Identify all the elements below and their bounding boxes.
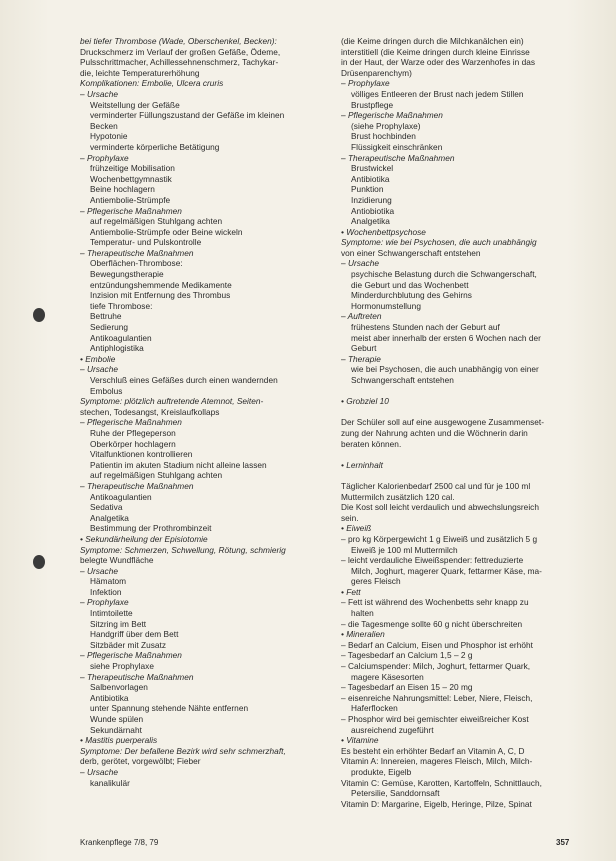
text-line: produkte, Eigelb: [351, 766, 412, 777]
text-line: – Pflegerische Maßnahmen: [80, 650, 182, 661]
text-line: – leicht verdauliche Eiweißspender: fettreduzierte: [341, 555, 524, 566]
text-line: Petersilie, Sanddornsaft: [351, 788, 440, 799]
text-line: Bewegungstherapie: [90, 269, 164, 280]
text-line: – Prophylaxe: [80, 152, 129, 163]
text-line: Geburt: [351, 343, 377, 354]
text-line: Flüssigkeit einschränken: [351, 141, 443, 152]
text-line: Punktion: [351, 184, 384, 195]
text-line: – Auftreten: [341, 311, 382, 322]
text-line: • Sekundärheilung der Episiotomie: [80, 533, 208, 544]
text-line: Vitalfunktionen kontrollieren: [90, 449, 193, 460]
text-line: Drüsenparenchym): [341, 67, 412, 78]
text-line: Inzidierung: [351, 194, 392, 205]
text-line: Komplikationen: Embolie, Ulcera cruris: [80, 78, 224, 89]
left-text-column: [80, 36, 324, 788]
text-line: Intimtoilette: [90, 608, 133, 619]
text-line: Eiweiß je 100 ml Muttermilch: [351, 544, 458, 555]
text-line: Bettruhe: [90, 311, 122, 322]
text-line: – Fett ist während des Wochenbetts sehr knapp zu: [341, 597, 529, 608]
text-line: • Vitamine: [341, 735, 379, 746]
text-line: Antiembolie-Strümpfe oder Beine wickeln: [90, 226, 243, 237]
text-line: entzündungshemmende Medikamente: [90, 279, 232, 290]
text-line: belegte Wundfläche: [80, 555, 154, 566]
text-line: beraten können.: [341, 438, 402, 449]
text-line: • Lerninhalt: [341, 459, 383, 470]
text-line: derb, gerötet, vorgewölbt; Fieber: [80, 756, 201, 767]
spacer: [341, 449, 570, 460]
text-line: Antiobiotika: [351, 205, 395, 216]
text-line: geres Fleisch: [351, 576, 401, 587]
text-line: ausreichend zugeführt: [351, 724, 434, 735]
spacer: [341, 407, 570, 418]
text-line: Sedierung: [90, 322, 129, 333]
text-line: Verschluß eines Gefäßes durch einen wandernden: [90, 375, 278, 385]
text-line: • Wochenbettpsychose: [341, 226, 426, 237]
text-line: Patientin im akuten Stadium nicht alleine lassen: [90, 459, 267, 470]
text-line: – Bedarf an Calcium, Eisen und Phosphor ist erhöht: [341, 639, 533, 650]
text-line: verminderte körperliche Betätigung: [90, 141, 220, 152]
text-line: Wochenbettgymnastik: [90, 173, 172, 184]
text-line: Antikoagulantien: [90, 332, 152, 343]
text-line: – Ursache: [341, 258, 379, 269]
text-line: Antiphlogistika: [90, 343, 144, 354]
text-line: Täglicher Kalorienbedarf 2500 cal und für je 100 ml: [341, 480, 531, 491]
text-line: kanalikulär: [90, 777, 130, 788]
text-line: wie bei Psychosen, die auch unabhängig von einer: [351, 364, 539, 375]
text-line: Oberflächen-Thrombose:: [90, 258, 183, 269]
text-line: Milch, Joghurt, magerer Quark, fettarmer Käse, ma-: [351, 565, 542, 576]
text-line: • Eiweiß: [341, 523, 372, 534]
text-line: – Prophylaxe: [80, 597, 129, 608]
text-line: (die Keime dringen durch die Milchkanälchen ein): [341, 36, 524, 46]
text-line: Infektion: [90, 586, 122, 597]
text-line: von einer Schwangerschaft entstehen: [341, 247, 481, 258]
text-line: Hämatom: [90, 576, 127, 587]
text-line: – Calciumspender: Milch, Joghurt, fettarmer Quark,: [341, 661, 531, 672]
text-line: Minderdurchblutung des Gehirns: [351, 290, 472, 301]
text-line: • Mineralien: [341, 629, 385, 640]
text-line: – Therapeutische Maßnahmen: [80, 480, 194, 491]
text-line: magere Käsesorten: [351, 671, 424, 682]
text-line: • Embolie: [80, 353, 116, 364]
text-line: Symptome: Der befallene Bezirk wird sehr schmerzhaft,: [80, 745, 286, 756]
text-line: • Fett: [341, 586, 361, 597]
text-line: – Ursache: [80, 565, 118, 576]
text-line: Analgetika: [351, 216, 390, 227]
text-line: Becken: [90, 120, 118, 131]
text-line: zung der Nahrung achten und die Wöchnerin darin: [341, 427, 528, 438]
text-line: Symptome: wie bei Psychosen, die auch unabhängig: [341, 237, 537, 248]
text-line: • Mastitis puerperalis: [80, 735, 158, 746]
text-line: Sedativa: [90, 502, 123, 513]
text-line: Vitamin C: Gemüse, Karotten, Kartoffeln, Schnittlauch,: [341, 777, 542, 788]
text-line: auf regelmäßigen Stuhlgang achten: [90, 470, 223, 481]
text-line: Bestimmung der Prothrombinzeit: [90, 523, 212, 534]
text-line: Antikoagulantien: [90, 491, 152, 502]
text-line: Pulsschrittmacher, Achillessehnenschmerz, Tachykar-: [80, 57, 279, 68]
text-line: – Tagesbedarf an Eisen 15 – 20 mg: [341, 682, 473, 693]
text-line: Der Schüler soll auf eine ausgewogene Zusammenset-: [341, 417, 544, 428]
text-line: – Therapeutische Maßnahmen: [341, 152, 455, 163]
text-line: Die Kost soll leicht verdaulich und abwechslungsreich: [341, 502, 539, 513]
text-line: – Ursache: [80, 364, 118, 375]
text-line: Ruhe der Pflegeperson: [90, 427, 176, 438]
text-line: meist aber innerhalb der ersten 6 Wochen nach der: [351, 332, 541, 343]
text-line: – Ursache: [80, 766, 118, 777]
text-line: Antiembolie-Strümpfe: [90, 194, 171, 205]
text-line: Vitamin A: Innereien, mageres Fleisch, Milch, Milch-: [341, 756, 533, 767]
text-line: Sekundärnaht: [90, 724, 142, 735]
text-line: Haferflocken: [351, 703, 398, 714]
text-line: Oberkörper hochlagern: [90, 438, 176, 449]
text-line: Sitzring im Bett: [90, 618, 147, 629]
text-line: völliges Entleeren der Brust nach jedem Stillen: [351, 88, 524, 99]
text-line: siehe Prophylaxe: [90, 661, 154, 672]
text-line: Brust hochbinden: [351, 131, 416, 142]
right-text-column: [341, 36, 570, 809]
text-line: – Prophylaxe: [341, 78, 390, 89]
spacer: [341, 386, 570, 397]
text-line: – Therapeutische Maßnahmen: [80, 671, 194, 682]
text-line: – Therapie: [341, 353, 381, 364]
text-line: frühzeitige Mobilisation: [90, 163, 175, 174]
text-line: – Pflegerische Maßnahmen: [80, 417, 182, 428]
text-line: Sitzbäder mit Zusatz: [90, 639, 167, 650]
text-line: – Therapeutische Maßnahmen: [80, 247, 194, 258]
text-line: Analgetika: [90, 512, 129, 523]
text-line: Hormonumstellung: [351, 300, 421, 311]
text-line: – eisenreiche Nahrungsmittel: Leber, Niere, Fleisch,: [341, 692, 533, 703]
text-line: halten: [351, 608, 374, 619]
text-line: Temperatur- und Pulskontrolle: [90, 237, 202, 248]
text-line: Brustpflege: [351, 99, 394, 110]
text-line: Wunde spülen: [90, 714, 144, 724]
text-line: die, leichte Temperaturerhöhung: [80, 67, 200, 78]
text-line: sein.: [341, 512, 359, 523]
text-line: in der Haut, der Warze oder des Warzenhofes in das: [341, 57, 536, 68]
text-line: Schwangerschaft entstehen: [351, 375, 454, 385]
text-line: – Pflegerische Maßnahmen: [80, 205, 182, 216]
text-line: – pro kg Körpergewicht 1 g Eiweiß und zusätzlich 5 g: [341, 533, 538, 544]
text-line: Inzision mit Entfernung des Thrombus: [90, 290, 231, 301]
text-line: Es besteht ein erhöhter Bedarf an Vitamin A, C, D: [341, 745, 525, 756]
text-line: Embolus: [90, 385, 123, 396]
text-line: psychische Belastung durch die Schwangerschaft,: [351, 269, 537, 280]
text-line: Druckschmerz im Verlauf der großen Gefäße, Ödeme,: [80, 46, 281, 57]
text-line: Symptome: Schmerzen, Schwellung, Rötung, schmierig: [80, 544, 286, 555]
text-line: Antibiotika: [90, 692, 129, 703]
text-line: bei tiefer Thrombose (Wade, Oberschenkel, Becken):: [80, 36, 277, 46]
text-line: Brustwickel: [351, 163, 394, 174]
text-line: – Ursache: [80, 88, 118, 99]
text-line: Beine hochlagern: [90, 184, 155, 195]
text-line: – Phosphor wird bei gemischter eiweißreicher Kost: [341, 714, 529, 724]
text-line: frühestens Stunden nach der Geburt auf: [351, 322, 500, 333]
text-line: – die Tagesmenge sollte 60 g nicht überschreiten: [341, 618, 523, 629]
text-line: interstitiell (die Keime dringen durch kleine Einrisse: [341, 46, 530, 57]
journal-reference: Krankenpflege 7/8, 79: [80, 838, 159, 847]
text-line: – Pflegerische Maßnahmen: [341, 110, 443, 121]
text-line: Handgriff über dem Bett: [90, 629, 179, 640]
text-line: • Grobziel 10: [341, 396, 389, 407]
text-line: stechen, Todesangst, Kreislaufkollaps: [80, 406, 220, 417]
text-line: Symptome: plötzlich auftretende Atemnot, Seiten-: [80, 396, 264, 407]
text-line: die Geburt und das Wochenbett: [351, 279, 469, 290]
text-line: Weitstellung der Gefäße: [90, 99, 180, 110]
page-number: 357: [556, 838, 570, 847]
text-line: Vitamin D: Margarine, Eigelb, Heringe, Pilze, Spinat: [341, 798, 532, 809]
text-line: auf regelmäßigen Stuhlgang achten: [90, 216, 223, 227]
punch-hole-top: [33, 308, 45, 322]
text-line: unter Spannung stehende Nähte entfernen: [90, 703, 249, 714]
punch-hole-bottom: [33, 555, 45, 569]
text-line: – Tagesbedarf an Calcium 1,5 – 2 g: [341, 650, 473, 661]
text-line: Salbenvorlagen: [90, 682, 148, 693]
text-line: Hypotonie: [90, 131, 128, 142]
text-line: verminderter Füllungszustand der Gefäße im kleinen: [90, 110, 285, 121]
text-line: (siehe Prophylaxe): [351, 120, 421, 131]
text-line: Antibiotika: [351, 173, 390, 184]
text-line: Muttermilch zusätzlich 120 cal.: [341, 491, 455, 502]
spacer: [341, 470, 570, 481]
text-line: tiefe Thrombose:: [90, 300, 153, 311]
